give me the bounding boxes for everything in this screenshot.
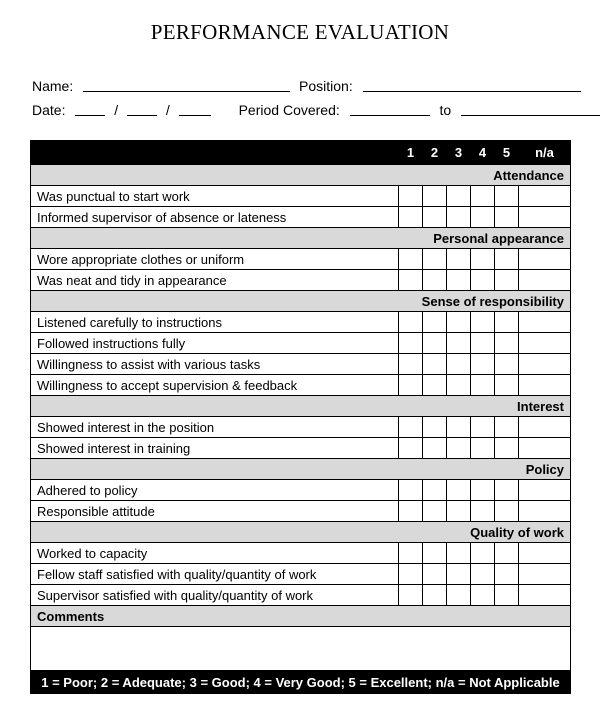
section-header-row (31, 165, 571, 186)
comments-row (31, 627, 571, 671)
rating-box[interactable] (495, 585, 519, 606)
rating-box[interactable] (495, 186, 519, 207)
rating-box[interactable] (399, 270, 423, 291)
date-label: Date: (32, 102, 66, 118)
section-header-row (31, 459, 571, 480)
date-separator: / (165, 102, 170, 118)
criterion-row (31, 333, 571, 354)
rating-box[interactable] (519, 543, 571, 564)
rating-box[interactable] (399, 480, 423, 501)
period-to-label: to (439, 102, 452, 118)
rating-box[interactable] (495, 312, 519, 333)
rating-box[interactable] (519, 333, 571, 354)
date-separator: / (114, 102, 119, 118)
criterion-row (31, 438, 571, 459)
comments-header-row (31, 606, 571, 627)
rating-legend-row (31, 671, 571, 694)
header-blank (31, 141, 399, 165)
rating-box[interactable] (519, 186, 571, 207)
rating-box[interactable] (399, 564, 423, 585)
rating-box[interactable] (399, 249, 423, 270)
position-field[interactable] (363, 78, 581, 92)
rating-box[interactable] (471, 375, 495, 396)
rating-box[interactable] (447, 501, 471, 522)
period-start-field[interactable] (350, 102, 430, 116)
rating-box[interactable] (447, 333, 471, 354)
rating-box[interactable] (471, 585, 495, 606)
name-field[interactable] (83, 78, 290, 92)
rating-box[interactable] (399, 375, 423, 396)
rating-box[interactable] (471, 543, 495, 564)
criterion-label: Was punctual to start work (31, 186, 399, 207)
rating-box[interactable] (399, 501, 423, 522)
rating-header: 4 (471, 141, 495, 165)
rating-box[interactable] (423, 585, 447, 606)
rating-box[interactable] (447, 543, 471, 564)
rating-box[interactable] (471, 354, 495, 375)
rating-box[interactable] (447, 249, 471, 270)
rating-box[interactable] (495, 249, 519, 270)
rating-box[interactable] (495, 375, 519, 396)
rating-box[interactable] (495, 354, 519, 375)
page-title: PERFORMANCE EVALUATION (150, 20, 450, 44)
rating-legend: 1 = Poor; 2 = Adequate; 3 = Good; 4 = Very Good; 5 = Excellent; n/a = Not Applicable (31, 671, 571, 694)
rating-box[interactable] (471, 564, 495, 585)
section-header-row (31, 396, 571, 417)
rating-box[interactable] (399, 438, 423, 459)
criterion-label: Showed interest in training (31, 438, 399, 459)
criterion-label: Supervisor satisfied with quality/quantity of work (31, 585, 399, 606)
section-header-row (31, 291, 571, 312)
section-title: Attendance (31, 165, 571, 186)
rating-box[interactable] (495, 417, 519, 438)
rating-box[interactable] (447, 186, 471, 207)
rating-box[interactable] (447, 312, 471, 333)
criterion-label: Adhered to policy (31, 480, 399, 501)
rating-box[interactable] (447, 438, 471, 459)
rating-box[interactable] (471, 333, 495, 354)
rating-box[interactable] (399, 333, 423, 354)
rating-box[interactable] (495, 333, 519, 354)
criterion-label: Followed instructions fully (31, 333, 399, 354)
rating-box[interactable] (447, 354, 471, 375)
rating-box[interactable] (519, 564, 571, 585)
date-year-field[interactable] (179, 102, 211, 116)
rating-box[interactable] (519, 417, 571, 438)
rating-box[interactable] (471, 501, 495, 522)
rating-box[interactable] (423, 312, 447, 333)
rating-box[interactable] (519, 438, 571, 459)
rating-box[interactable] (399, 585, 423, 606)
rating-box[interactable] (447, 564, 471, 585)
rating-box[interactable] (495, 501, 519, 522)
rating-box[interactable] (519, 501, 571, 522)
section-title: Sense of responsibility (31, 291, 571, 312)
rating-box[interactable] (495, 564, 519, 585)
rating-box[interactable] (399, 312, 423, 333)
criterion-row (31, 249, 571, 270)
rating-box[interactable] (519, 312, 571, 333)
rating-box[interactable] (471, 480, 495, 501)
period-end-field[interactable] (461, 102, 600, 116)
rating-box[interactable] (447, 417, 471, 438)
rating-box[interactable] (447, 270, 471, 291)
criterion-row (31, 207, 571, 228)
rating-box[interactable] (423, 270, 447, 291)
rating-box[interactable] (447, 375, 471, 396)
rating-box[interactable] (519, 480, 571, 501)
rating-box[interactable] (423, 354, 447, 375)
rating-box[interactable] (519, 585, 571, 606)
criterion-row (31, 585, 571, 606)
criterion-label: Was neat and tidy in appearance (31, 270, 399, 291)
section-header-row (31, 522, 571, 543)
rating-box[interactable] (423, 375, 447, 396)
criterion-label: Worked to capacity (31, 543, 399, 564)
rating-header: 5 (495, 141, 519, 165)
rating-header: 3 (447, 141, 471, 165)
section-title: Quality of work (31, 522, 571, 543)
rating-box[interactable] (519, 249, 571, 270)
rating-box[interactable] (399, 186, 423, 207)
criterion-row (31, 186, 571, 207)
name-label: Name: (32, 78, 74, 94)
rating-box[interactable] (471, 312, 495, 333)
criterion-row (31, 375, 571, 396)
criterion-row (31, 417, 571, 438)
rating-box[interactable] (399, 417, 423, 438)
rating-box[interactable] (519, 207, 571, 228)
section-title: Policy (31, 459, 571, 480)
criterion-label: Wore appropriate clothes or uniform (31, 249, 399, 270)
rating-box[interactable] (471, 249, 495, 270)
rating-box[interactable] (423, 207, 447, 228)
section-title: Interest (31, 396, 571, 417)
rating-box[interactable] (471, 438, 495, 459)
rating-box[interactable] (495, 207, 519, 228)
section-header-row (31, 228, 571, 249)
rating-box[interactable] (471, 186, 495, 207)
criterion-label: Fellow staff satisfied with quality/quantity of work (31, 564, 399, 585)
rating-box[interactable] (471, 417, 495, 438)
rating-box[interactable] (423, 501, 447, 522)
rating-box[interactable] (423, 417, 447, 438)
rating-box[interactable] (447, 480, 471, 501)
rating-box[interactable] (423, 333, 447, 354)
criterion-label: Willingness to assist with various tasks (31, 354, 399, 375)
rating-header-row (31, 141, 571, 165)
criterion-row (31, 564, 571, 585)
criterion-row (31, 312, 571, 333)
rating-box[interactable] (495, 480, 519, 501)
rating-box[interactable] (423, 249, 447, 270)
criterion-row (31, 501, 571, 522)
rating-box[interactable] (471, 207, 495, 228)
criterion-label: Willingness to accept supervision & feedback (31, 375, 399, 396)
criterion-label: Showed interest in the position (31, 417, 399, 438)
period-covered-label: Period Covered: (238, 102, 340, 118)
name-position-row (32, 78, 581, 94)
position-label: Position: (299, 78, 353, 94)
rating-box[interactable] (423, 480, 447, 501)
rating-box[interactable] (447, 585, 471, 606)
rating-box[interactable] (495, 438, 519, 459)
rating-box[interactable] (423, 543, 447, 564)
rating-box[interactable] (423, 564, 447, 585)
criterion-row (31, 270, 571, 291)
criterion-row (31, 543, 571, 564)
criterion-label: Informed supervisor of absence or lateness (31, 207, 399, 228)
criterion-row (31, 480, 571, 501)
rating-header: 2 (423, 141, 447, 165)
rating-box[interactable] (399, 354, 423, 375)
rating-box[interactable] (399, 543, 423, 564)
rating-box[interactable] (519, 375, 571, 396)
criterion-label: Listened carefully to instructions (31, 312, 399, 333)
criterion-row (31, 354, 571, 375)
rating-box[interactable] (519, 354, 571, 375)
rating-box[interactable] (495, 543, 519, 564)
rating-box[interactable] (471, 270, 495, 291)
rating-box[interactable] (423, 438, 447, 459)
comments-label: Comments (31, 606, 571, 627)
section-title: Personal appearance (31, 228, 571, 249)
comments-field[interactable] (31, 627, 571, 671)
rating-box[interactable] (399, 207, 423, 228)
rating-header: 1 (399, 141, 423, 165)
date-day-field[interactable] (75, 102, 105, 116)
rating-box[interactable] (447, 207, 471, 228)
rating-header: n/a (519, 141, 571, 165)
rating-box[interactable] (423, 186, 447, 207)
rating-box[interactable] (519, 270, 571, 291)
date-month-field[interactable] (127, 102, 157, 116)
criterion-label: Responsible attitude (31, 501, 399, 522)
date-period-row (32, 102, 600, 118)
evaluation-table (30, 140, 571, 694)
rating-box[interactable] (495, 270, 519, 291)
